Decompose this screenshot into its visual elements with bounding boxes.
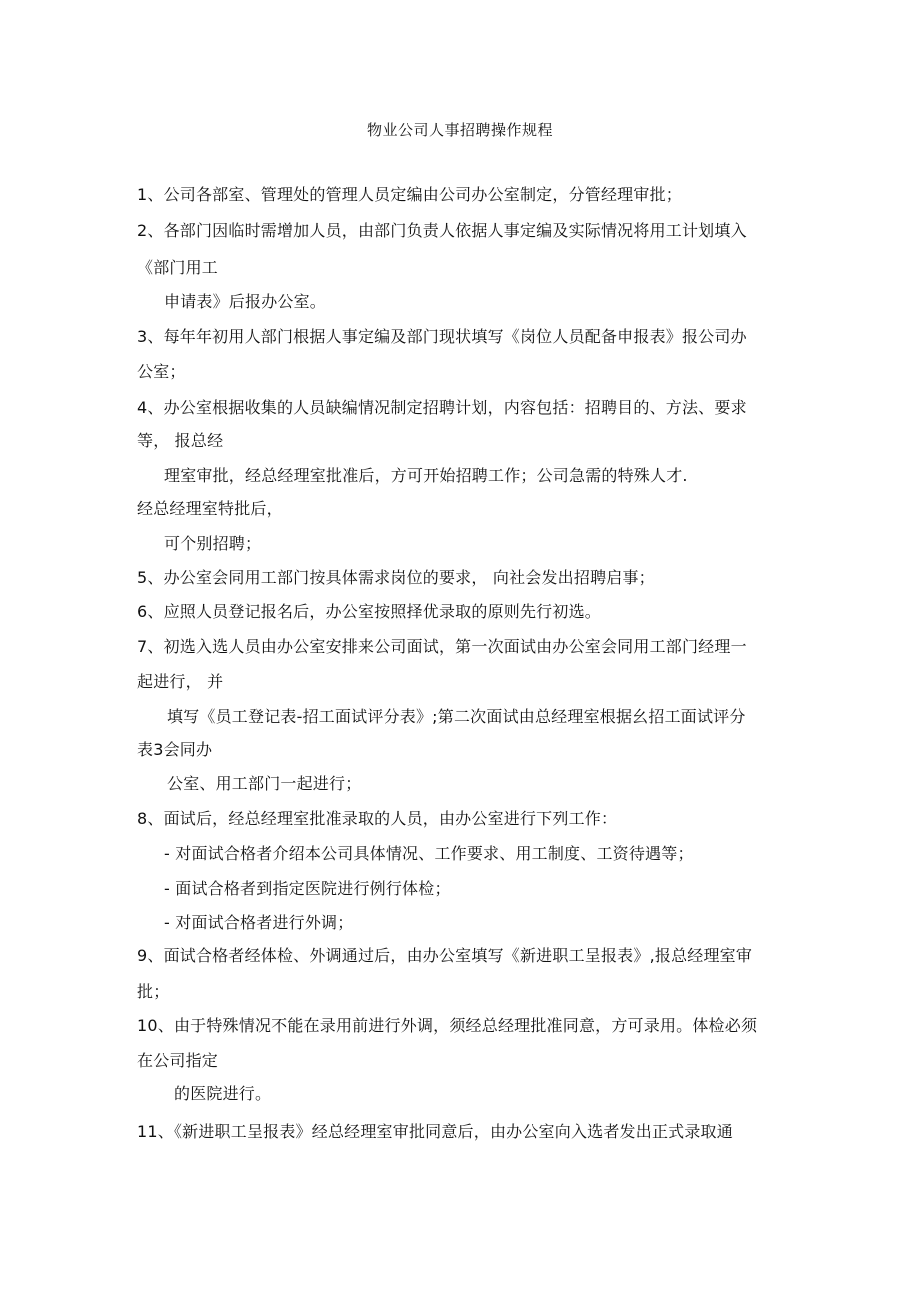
text-line: 公室、用工部门一起进行； [167, 774, 362, 793]
text-line: 5、办公室会同用工部门按具体需求岗位的要求， 向社会发出招聘启事； [137, 568, 655, 587]
text-line: 表3会同办 [137, 740, 213, 759]
text-line: 7、初选入选人员由办公室安排来公司面试，第一次面试由办公室会同用工部门经理一 [137, 637, 747, 656]
document-title: 物业公司人事招聘操作规程 [366, 121, 553, 139]
text-line: 批； [137, 982, 170, 1001]
text-line: 9、面试合格者经体检、外调通过后，由办公室填写《新进职工呈报表》,报总经理室审 [137, 946, 753, 965]
text-line: 11、《新进职工呈报表》经总经理室审批同意后，由办公室向入选者发出正式录取通 [137, 1122, 733, 1141]
text-line: 等， 报总经 [137, 431, 224, 450]
text-line: 经总经理室特批后， [137, 499, 283, 518]
text-line: 起进行， 并 [137, 672, 224, 691]
text-line: 2、各部门因临时需增加人员，由部门负责人依据人事定编及实际情况将用工计划填入 [137, 221, 747, 240]
text-line: 填写《员工登记表-招工面试评分表》;第二次面试由总经理室根据幺招工面试评分 [167, 707, 746, 726]
text-line: 申请表》后报办公室。 [164, 292, 327, 311]
list-item: - 对面试合格者介绍本公司具体情况、工作要求、用工制度、工资待遇等； [164, 844, 694, 863]
text-line: 8、面试后，经总经理室批准录取的人员，由办公室进行下列工作： [137, 809, 618, 828]
text-line: 理室审批，经总经理室批准后，方可开始招聘工作；公司急需的特殊人才. [164, 466, 688, 485]
text-line: 在公司指定 [137, 1051, 219, 1070]
text-line: 公室； [137, 362, 186, 381]
text-line: 的医院进行。 [174, 1084, 272, 1103]
text-line: 3、每年年初用人部门根据人事定编及部门现状填写《岗位人员配备申报表》报公司办 [137, 327, 747, 346]
text-line: 10、由于特殊情况不能在录用前进行外调，须经总经理批准同意，方可录用。体检必须 [137, 1016, 758, 1035]
list-item: - 面试合格者到指定医院进行例行体检； [164, 879, 451, 898]
text-line: 6、应照人员登记报名后，办公室按照择优录取的原则先行初选。 [137, 602, 601, 621]
text-line: 4、办公室根据收集的人员缺编情况制定招聘计划，内容包括：招聘目的、方法、要求 [137, 398, 747, 417]
text-line: 可个别招聘； [164, 534, 262, 553]
list-item: - 对面试合格者进行外调； [164, 913, 354, 932]
text-line: 1、公司各部室、管理处的管理人员定编由公司办公室制定，分管经理审批； [137, 185, 682, 204]
text-line: 《部门用工 [137, 258, 219, 277]
